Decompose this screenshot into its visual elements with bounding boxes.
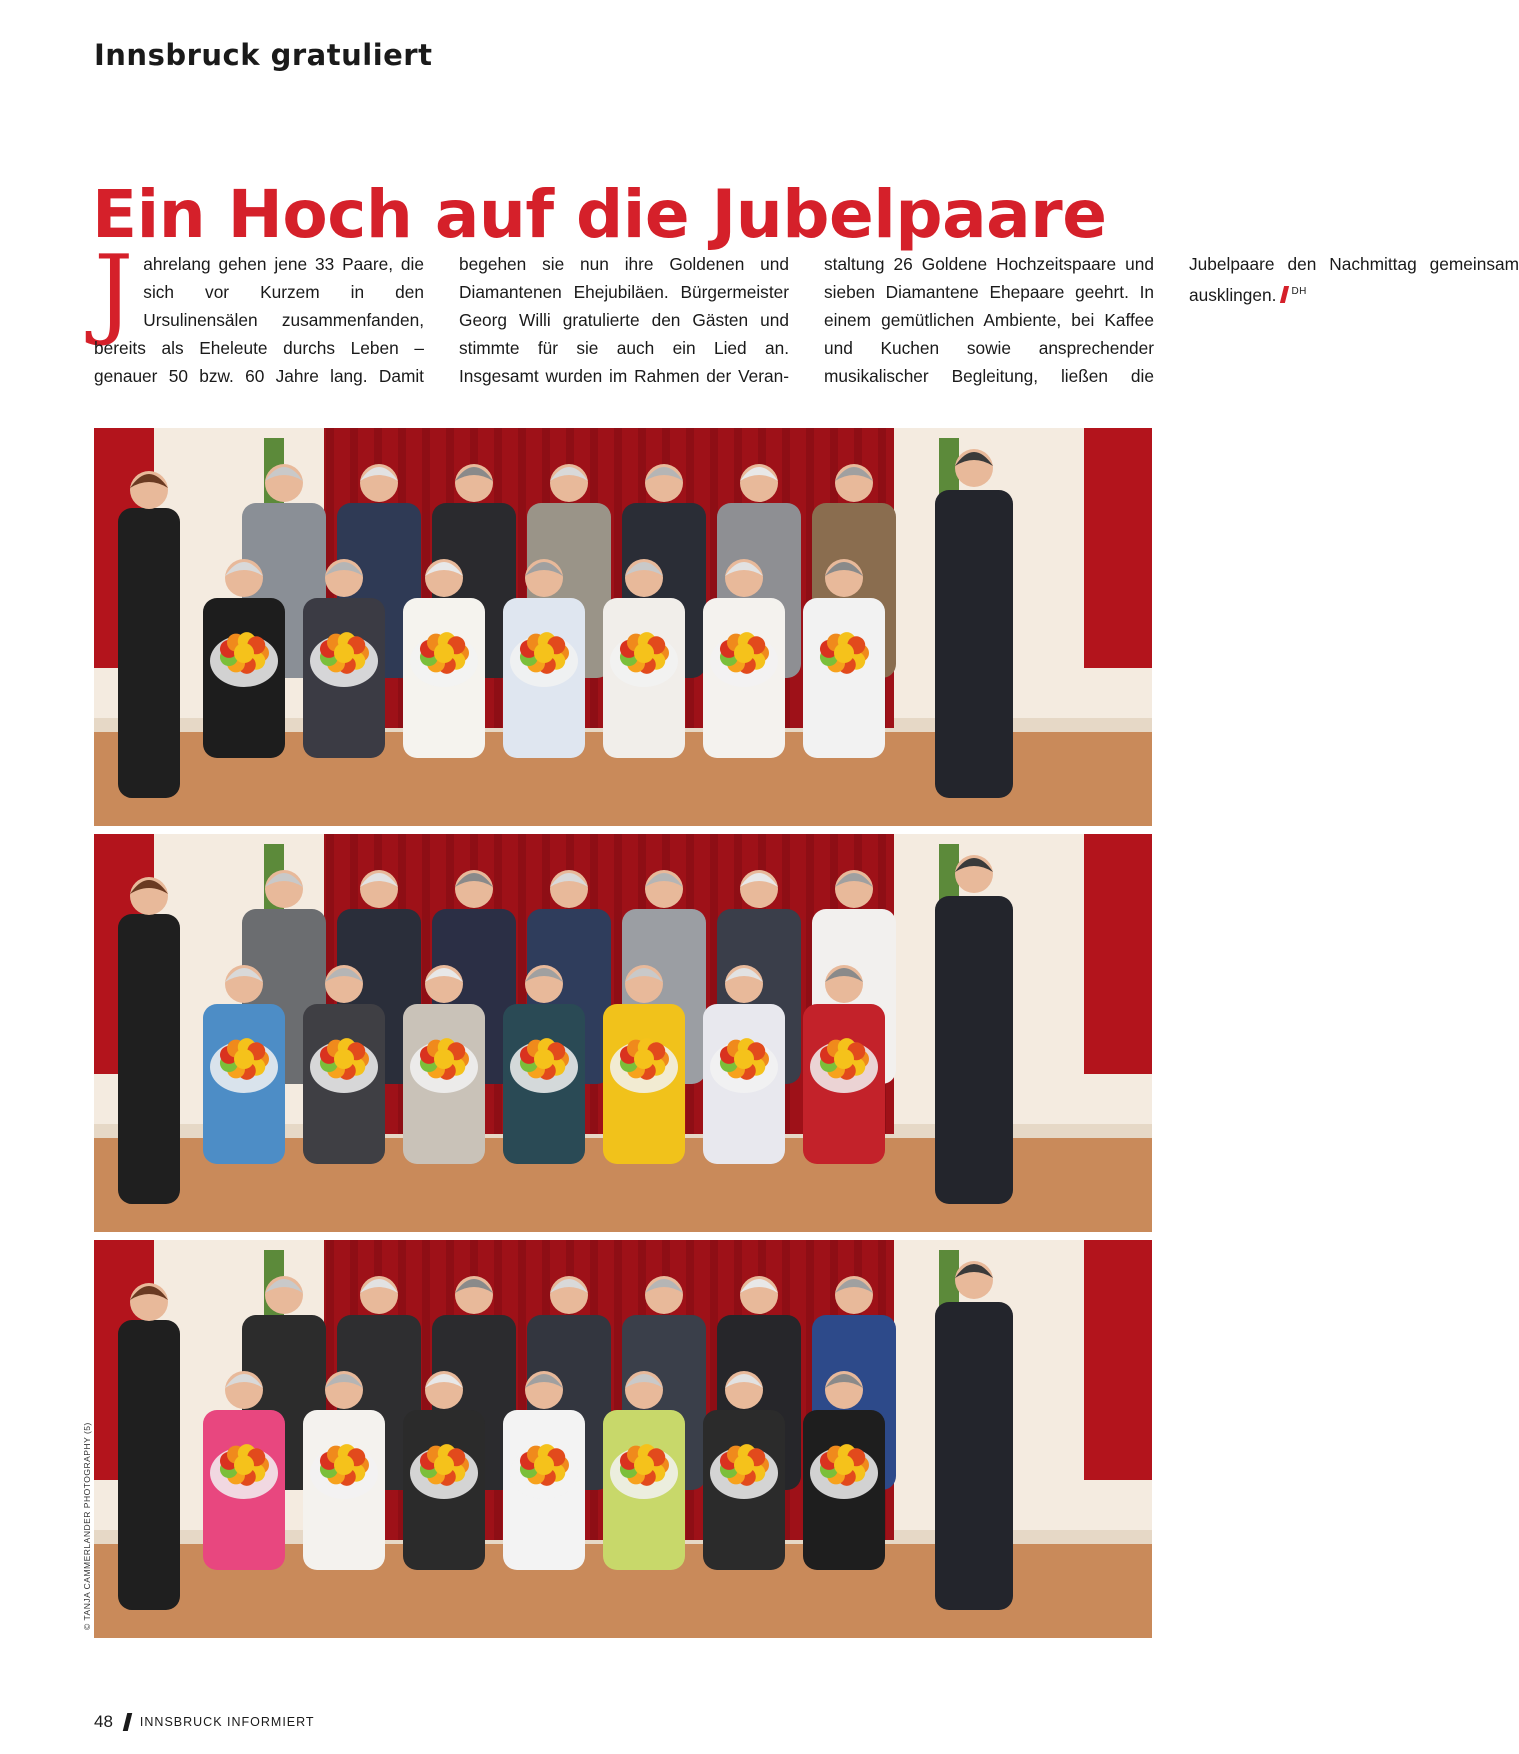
person-standing [118, 877, 180, 1204]
article-headline: Ein Hoch auf die Jubelpaare [92, 176, 1107, 254]
magazine-name: INNSBRUCK INFORMIERT [139, 1715, 315, 1729]
section-header: Innsbruck gratuliert [94, 38, 433, 72]
end-mark-icon [1280, 286, 1289, 303]
page-footer [94, 1712, 315, 1732]
author-initials: DH [1291, 286, 1307, 297]
article-body [94, 235, 1519, 390]
drop-cap: J [94, 235, 134, 349]
person-standing [118, 471, 180, 798]
person-standing [935, 449, 1013, 798]
footer-slash-icon [123, 1713, 132, 1731]
page-number: 48 [94, 1712, 113, 1731]
group-photo-3 [94, 1240, 1152, 1638]
person-standing [935, 855, 1013, 1204]
group-photo-1 [94, 428, 1152, 826]
person-standing [935, 1261, 1013, 1610]
photo-credit: © TANJA CAMMERLANDER PHOTOGRAPHY (5) [82, 1422, 92, 1630]
person-standing [118, 1283, 180, 1610]
group-photo-2 [94, 834, 1152, 1232]
article-text: ahrelang gehen jene 33 Paare, die sich vor Kurzem in den Ursulinensälen zusammenfanden, bereits als Eheleute durchs Leben – genauer 50 bzw. 60 Jahre lang. Damit begehen sie nun ihre Goldenen und Diamantenen Ehejubiläen. Bürgermeister Georg Willi gratulierte den Gästen und stimmte für sie auch ein Lied an. Insgesamt wurden im Rahmen der Veranstaltung 26 Goldene Hochzeitspaare und sieben Diamantene Ehepaare geehrt. In einem gemütlichen Ambiente, bei Kaffee und Kuchen sowie ansprechender musikalischer Begleitung, ließen die Jubelpaare den Nachmittag gemeinsam ausklingen. [94, 254, 1519, 386]
